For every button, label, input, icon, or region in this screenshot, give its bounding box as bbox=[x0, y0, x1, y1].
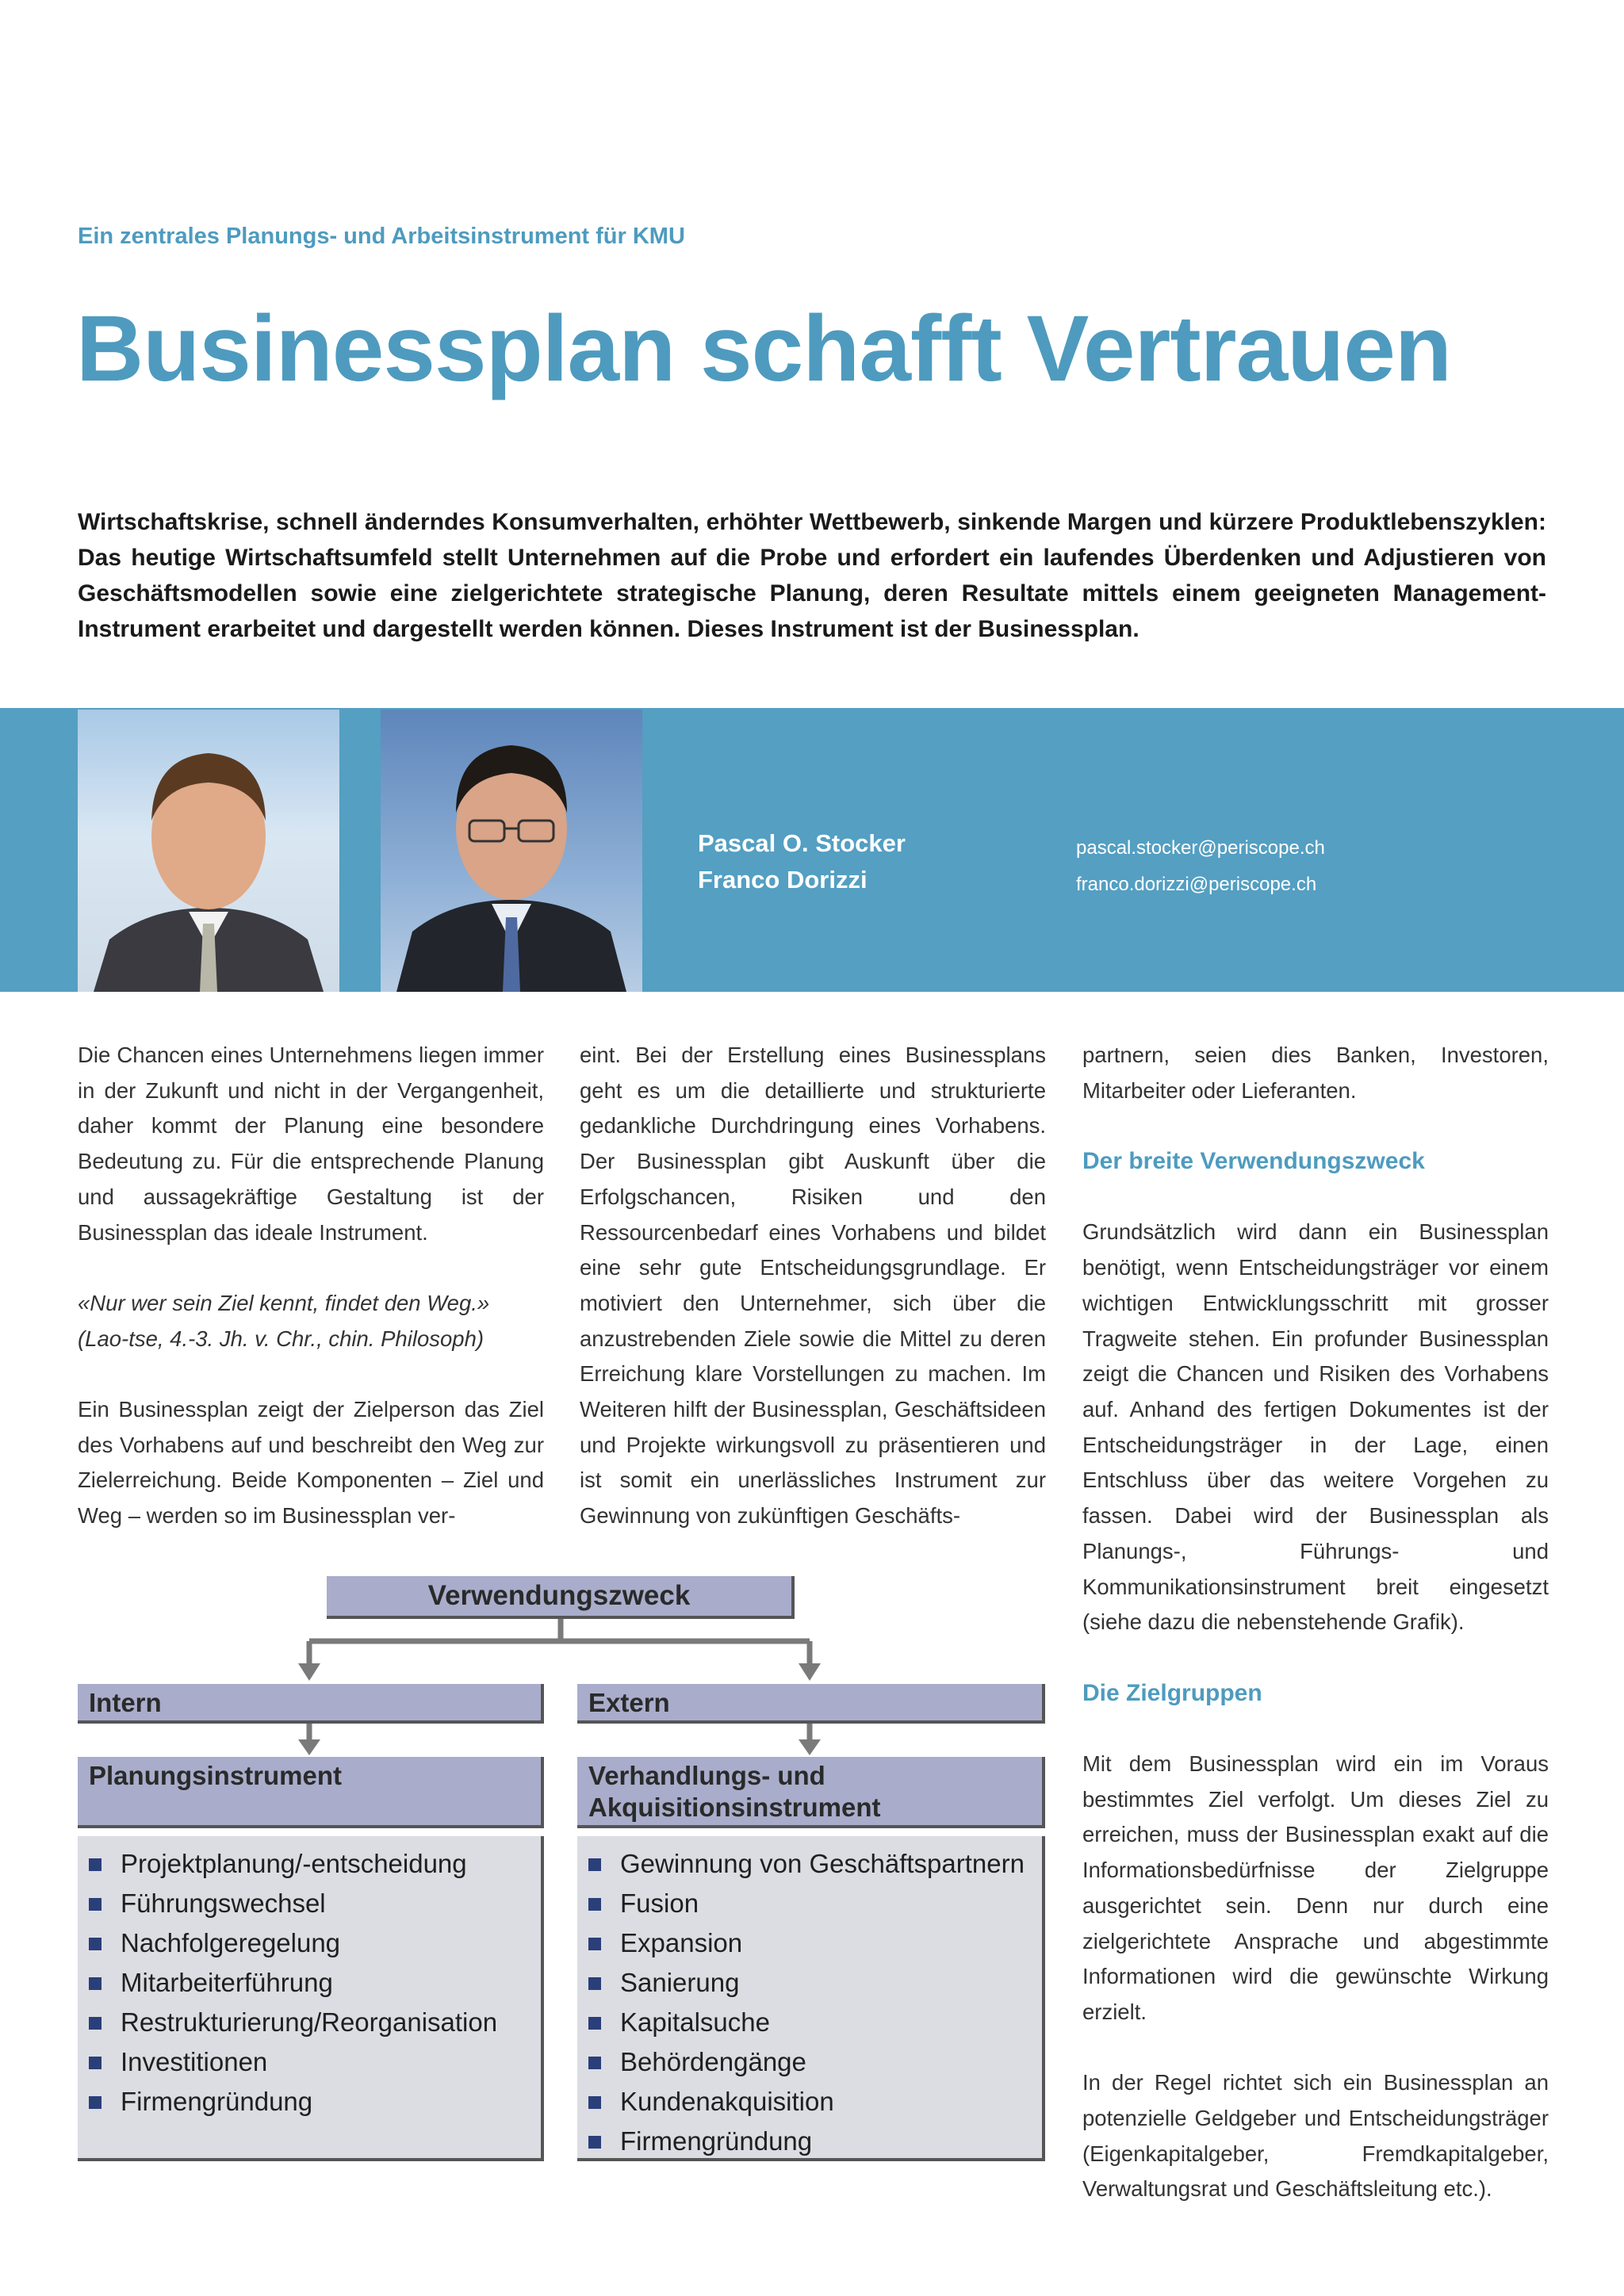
list-item: Nachfolgeregelung bbox=[89, 1923, 541, 1963]
list-item: Firmengründung bbox=[588, 2122, 1042, 2161]
diagram-left-list bbox=[78, 1836, 544, 2161]
paragraph: partnern, seien dies Banken, Investoren, Mitarbeiter oder Lieferanten. bbox=[1082, 1043, 1549, 1103]
quote-text: «Nur wer sein Ziel kennt, findet den Weg.» bbox=[78, 1290, 490, 1315]
paragraph: Ein Businessplan zeigt der Zielperson das Ziel des Vorhabens auf und beschreibt den Weg zur Zielerreichung. Beide Komponenten – Ziel und Weg – werden so im Businessplan ver- bbox=[78, 1397, 544, 1529]
author-email-link[interactable]: pascal.stocker@periscope.ch bbox=[1076, 837, 1325, 859]
diagram-root-box: Verwendungszweck bbox=[327, 1576, 795, 1619]
list-item: Investitionen bbox=[89, 2042, 541, 2082]
list-item: Behördengänge bbox=[588, 2042, 1042, 2082]
arrow-down-icon bbox=[298, 1663, 320, 1681]
paragraph: In der Regel richtet sich ein Businessplan an potenzielle Geldgeber und Entscheidungsträger (Eigenkapitalgeber, Fremdkapitalgeber, Verwaltungsrat und Geschäftsleitung etc.). bbox=[1082, 2070, 1549, 2202]
page-title: Businessplan schafft Vertrauen bbox=[76, 297, 1452, 401]
list-item: Gewinnung von Geschäftspartnern bbox=[588, 1844, 1042, 1884]
list-item: Projektplanung/-entscheidung bbox=[89, 1844, 541, 1884]
list-item: Fusion bbox=[588, 1884, 1042, 1923]
diagram-planning-box: Planungsinstrument bbox=[78, 1757, 544, 1828]
diagram-negotiation-box bbox=[577, 1757, 1045, 1828]
author-email-link[interactable]: franco.dorizzi@periscope.ch bbox=[1076, 874, 1317, 895]
diagram-extern-box: Extern bbox=[577, 1684, 1045, 1724]
diagram-intern-box: Intern bbox=[78, 1684, 544, 1724]
list-item: Firmengründung bbox=[89, 2082, 541, 2122]
list-item: Führungswechsel bbox=[89, 1884, 541, 1923]
section-heading: Der breite Verwendungszweck bbox=[1082, 1148, 1425, 1175]
paragraph: Die Chancen eines Unternehmens liegen immer in der Zukunft und nicht in der Vergangenheit, daher kommt der Planung eine besondere Bedeutung zu. Für die entsprechende Planung und aussagekräftige Gestaltung ist der Businessplan das ideale Instrument. bbox=[78, 1043, 544, 1245]
section-heading: Die Zielgruppen bbox=[1082, 1679, 1262, 1706]
list-item: Kapitalsuche bbox=[588, 2003, 1042, 2042]
author-name: Franco Dorizzi bbox=[698, 866, 868, 894]
list-item: Kundenakquisition bbox=[588, 2082, 1042, 2122]
list-item: Expansion bbox=[588, 1923, 1042, 1963]
list-item: Sanierung bbox=[588, 1963, 1042, 2003]
list-item: Mitarbeiterführung bbox=[89, 1963, 541, 2003]
list-item: Restrukturierung/Reorganisation bbox=[89, 2003, 541, 2042]
paragraph: Mit dem Businessplan wird ein im Voraus bestimmtes Ziel verfolgt. Um dieses Ziel zu erreichen, muss der Businessplan exakt auf die Informationsbedürfnisse der Zielgruppe ausgerichtet sein. Denn nur durch eine zielgerichtete Ansprache und abgestimmte Informationen wird die gewünschte Wirkung erzielt. bbox=[1082, 1751, 1549, 2024]
arrow-down-icon bbox=[799, 1739, 821, 1755]
diagram-negotiation-title-2: Akquisitionsinstrument bbox=[588, 1793, 881, 1822]
arrow-down-icon bbox=[298, 1739, 320, 1755]
diagram-negotiation-title-1: Verhandlungs- und bbox=[588, 1761, 825, 1790]
diagram-right-list bbox=[577, 1836, 1045, 2161]
quote-source: (Lao-tse, 4.-3. Jh. v. Chr., chin. Philosoph) bbox=[78, 1326, 485, 1351]
author-name: Pascal O. Stocker bbox=[698, 829, 906, 857]
paragraph: Grundsätzlich wird dann ein Businessplan benötigt, wenn Entscheidungsträger vor einem wichtigen Entwicklungsschritt mit grosser Tragweite stehen. Ein profunder Businessplan zeigt die Chancen und Risiken des Vorhabens auf. Anhand des fertigen Dokumentes ist der Entscheidungsträger in der Lage, einen Entschluss über das weitere Vorgehen zu fassen. Dabei wird der Businessplan als Planungs-, Führungs- und Kommunikationsinstrument breit eingesetzt (siehe dazu die nebenstehende Grafik). bbox=[1082, 1219, 1549, 1635]
paragraph: eint. Bei der Erstellung eines Businessplans geht es um die detaillierte und strukturierte gedankliche Durchdringung eines Vorhabens. Der Businessplan gibt Auskunft über die Erfolgschancen, Risiken und den Ressourcenbedarf eines Vorhabens und bildet eine sehr gute Entscheidungsgrundlage. Er motiviert den Unternehmer, sich über die anzustrebenden Ziele sowie die Mittel zu deren Erreichung klare Vorstellungen zu machen. Im Weiteren hilft der Businessplan, Geschäftsideen und Projekte wirkungsvoll zu präsentieren und ist somit ein unerlässliches Instrument zur Gewinnung von zukünftigen Geschäfts- bbox=[580, 1043, 1046, 1529]
kicker: Ein zentrales Planungs- und Arbeitsinstrument für KMU bbox=[78, 224, 685, 249]
arrow-down-icon bbox=[799, 1663, 821, 1681]
lead-paragraph: Wirtschaftskrise, schnell änderndes Konsumverhalten, erhöhter Wettbewerb, sinkende Margen und kürzere Produktlebenszyklen: Das heutige Wirtschaftsumfeld stellt Unternehmen auf die Probe und erfordert ein laufendes Überdenken und Adjustieren von Geschäftsmodellen sowie eine zielgerichtete strategische Planung, deren Resultate mittels einem geeigneten Management-Instrument erarbeitet und dargestellt werden können. Dieses Instrument ist der Businessplan. bbox=[78, 509, 1546, 642]
